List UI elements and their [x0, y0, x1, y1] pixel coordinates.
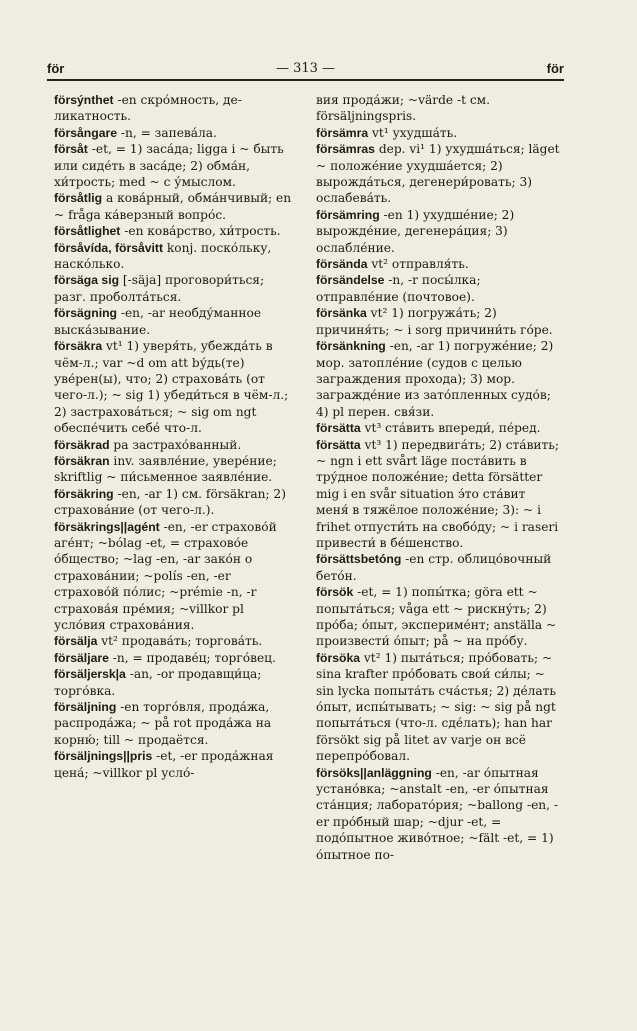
entry-headword: försänka [316, 306, 367, 321]
entry-definition: -n, = запева́ла. [117, 125, 217, 140]
entry-definition: -en, -ar 1) см. försäkran; 2) страхова́ние (от чего-л.). [54, 486, 286, 518]
entry-definition: a кова́рный, обма́нчивый; en ~ fråga ка́верзный вопро́с. [54, 191, 292, 222]
entry-headword: försälja [54, 634, 98, 649]
entry-headword: försäkra [54, 339, 103, 354]
entry-definition: -en скро́мность, де-ликатность. [54, 93, 242, 124]
left-column [54, 92, 299, 781]
entry-definition: vt² 1) пыта́ться; про́бовать; ~ sina krafter про́бовать свои́ си́лы; ~ sin lycka попыта́ть сча́стья; 2) де́лать о́пыт, испы́тывать; ~ sig: ~ sig på ngt попыта́ться (что-л. сде́лать); han har försökt sig på litet av varje он всё перепро́бовал. [316, 650, 557, 764]
entry-definition: vt² отправля́ть. [367, 257, 469, 272]
header-left-guideword: för [47, 61, 65, 76]
dictionary-entry [54, 666, 299, 699]
right-column [316, 92, 561, 863]
dictionary-entry [54, 453, 299, 486]
dictionary-entry [54, 338, 299, 436]
entry-definition: -et, = 1) попы́тка; göra ett ~ попыта́ться; våga ett ~ рискну́ть; 2) про́ба; о́пыт, экспериме́нт; anställa ~ произвести́ о́пыт; på ~ на про́бу. [316, 585, 557, 649]
entry-definition: dep. vi¹ 1) ухудша́ться; läget ~ положе́ние ухудша́ется; 2) вырожда́ться, дегенери́ровать; 3) ослабева́ть. [316, 142, 560, 206]
entry-headword: försämring [316, 207, 380, 222]
dictionary-entry [316, 272, 561, 305]
entry-headword: försåtlig [54, 191, 103, 206]
entry-definition: konj. поско́льку, наско́лько. [54, 240, 272, 272]
entry-definition: vt² 1) погружа́ть; 2) причиня́ть; ~ i sorg причини́ть го́ре. [316, 306, 553, 337]
entry-headword: försäljersk|a [54, 667, 126, 682]
entry-definition: inv. заявле́ние, увере́ние; skriftlig ~ пи́сьменное заявле́ние. [54, 453, 277, 485]
entry-definition: -n, -r посы́лка; отправле́ние (почтовое). [316, 273, 481, 304]
dictionary-entry [54, 519, 299, 634]
dictionary-entry [316, 420, 561, 436]
dictionary-entry [316, 256, 561, 272]
entry-headword: försäkrad [54, 437, 110, 452]
dictionary-entry [316, 305, 561, 338]
entry-definition: -en, -ar необду́манное выска́зывание. [54, 306, 262, 337]
dictionary-entry [54, 223, 299, 239]
dictionary-entry [54, 272, 299, 305]
entry-headword: försändelse [316, 273, 385, 288]
dictionary-entry [54, 190, 299, 223]
entry-definition: -en, -er страхово́й аге́нт; ~bólag -et, = страхово́е о́бщество; ~lag -en, -ar зако́н о страхова́нии; ~polís -en, -er страхово́й по́лис; ~prémie -n, -r страхова́я пре́мия; ~villkor pl усло́вия страхова́ния. [54, 519, 277, 632]
entry-headword: försýnthet [54, 93, 114, 107]
entry-definition: -en, -ar 1) погруже́ние; 2) мор. затопле́ние (судов с целью заграждения прохода); 3) мор. загражде́ние из зато́пленных судо́в; 4) pl перен. свя́зи. [316, 339, 554, 419]
entry-headword: försåt [54, 142, 88, 157]
entry-headword: försätta [316, 437, 361, 452]
dictionary-entry [54, 633, 299, 649]
dictionary-entry [316, 207, 561, 256]
dictionary-entry [316, 92, 561, 125]
entry-definition: vt³ 1) передвига́ть; 2) ста́вить; ~ ngn i ett svårt läge поста́вить в тру́дное положе́ние; detta försätter mig i en svår situation э́то ста́вит меня́ в тяжёлое положе́ние; 3): ~ i frihet отпусти́ть на свобо́ду; ~ i raseri привести́ в бе́шенство. [316, 437, 560, 550]
entry-headword: försåvída, försåvitt [54, 240, 164, 255]
entry-headword: försäkrings||agént [54, 519, 160, 534]
entry-headword: försänkning [316, 339, 386, 354]
entry-definition: -en торго́вля, прода́жа, распрода́жа; ~ på rot прода́жа на корню́; till ~ продаётся. [54, 700, 272, 747]
entry-definition: -n, = продаве́ц; торго́вец. [108, 650, 276, 665]
entry-headword: försöks||anläggning [316, 765, 432, 780]
entry-headword: försämras [316, 142, 375, 157]
entry-headword: försöka [316, 650, 361, 665]
entry-definition: -en 1) ухудше́ние; 2) вырожде́ние, дегенера́ция; 3) ослабле́ние. [316, 207, 515, 255]
entry-headword: försätta [316, 421, 361, 436]
entry-definition: pa застрахо́ванный. [109, 437, 242, 452]
entry-definition: -en кова́рство, хи́трость. [120, 224, 281, 239]
dictionary-entry [54, 125, 299, 141]
dictionary-entry [316, 141, 561, 207]
dictionary-entry [54, 650, 299, 666]
entry-headword: försäljnings||pris [54, 749, 153, 764]
entry-definition: vt¹ 1) уверя́ть, убежда́ть в чём-л.; var ~d om att bу́дь(те) уве́рен(ы), что; 2) страхова́ть (от чего-л.); ~ sig 1) убеди́ться в чём-л.; 2) застрахова́ться; ~ sig om ngt обеспе́чить себе́ что-л. [54, 339, 289, 436]
dictionary-entry [54, 92, 299, 125]
header-right-guideword: för [546, 61, 564, 76]
header-rule [47, 79, 564, 81]
page-number: — 313 — [275, 61, 336, 76]
entry-definition: -en, -ar о́пытная устано́вка; ~anstalt -en, -er о́пытная ста́нция; лаборато́рия; ~ballong -en, -er про́бный шар; ~djur -et, = подо́пытное живо́тное; ~fält -et, = 1) о́пытное по- [316, 765, 558, 862]
entry-headword: försäga sig [54, 273, 120, 288]
entry-definition: -en стр. облицо́вочный бето́н. [316, 552, 552, 583]
dictionary-entry [54, 748, 299, 781]
entry-definition: -an, -or продавщи́ца; торго́вка. [54, 667, 262, 698]
dictionary-entry [54, 141, 299, 190]
entry-headword: försämra [316, 125, 369, 140]
dictionary-entry [54, 486, 299, 519]
entry-definition: vt¹ ухудша́ть. [368, 125, 458, 140]
dictionary-entry [316, 125, 561, 141]
entry-definition: [-säja] проговори́ться; разг. проболта́ться. [54, 273, 265, 304]
dictionary-entry [316, 765, 561, 863]
dictionary-entry [316, 551, 561, 584]
entry-headword: försångare [54, 125, 117, 140]
entry-headword: försättsbetóng [316, 552, 402, 567]
dictionary-entry [316, 338, 561, 420]
entry-definition: вия прода́жи; ~värde -t см. försäljningspris. [316, 93, 491, 124]
entry-headword: försäkring [54, 486, 114, 501]
dictionary-entry [54, 240, 299, 273]
entry-definition: -et, = 1) заса́да; ligga i ~ быть или сиде́ть в заса́де; 2) обма́н, хи́трость; med ~ с у́мыслом. [54, 142, 284, 190]
entry-headword: försök [316, 585, 354, 600]
dictionary-entry [316, 650, 561, 765]
dictionary-entry [54, 699, 299, 748]
entry-definition: vt² продава́ть; торгова́ть. [97, 634, 263, 649]
dictionary-entry [316, 437, 561, 552]
entry-definition: -et, -er прода́жная цена́; ~villkor pl усло́- [54, 749, 274, 780]
dictionary-entry [54, 305, 299, 338]
dictionary-entry [54, 437, 299, 453]
dictionary-entry [316, 584, 561, 650]
entry-headword: försåtlighet [54, 224, 121, 239]
entry-headword: försäljare [54, 650, 109, 665]
entry-headword: försägning [54, 306, 117, 321]
entry-headword: försända [316, 257, 368, 272]
entry-definition: vt³ ста́вить впереди́, пе́ред. [360, 421, 541, 436]
entry-headword: försäljning [54, 700, 117, 715]
entry-headword: försäkran [54, 453, 110, 468]
